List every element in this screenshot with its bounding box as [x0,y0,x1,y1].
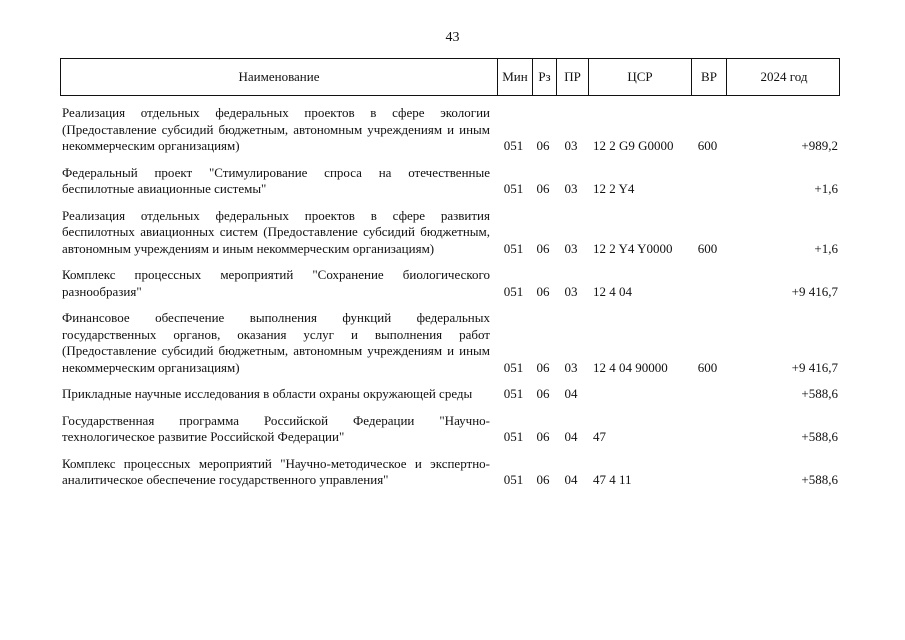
table-body [60,105,840,499]
header-year: 2024 год [726,59,841,95]
row-min: 051 [503,138,524,153]
row-amount: +588,6 [801,472,838,487]
row-csr: 12 2 G9 G0000 [593,138,674,153]
row-pr: 03 [564,138,578,153]
row-name: Финансовое обеспечение выполнения функций федеральных государственных органов, оказания услуг и выполнения работ (Предоставление субсидий бюджетным, автономным учреждениям и иным некоммерческим организациям) [62,310,490,375]
row-name: Реализация отдельных федеральных проектов в сфере экологии (Предоставление субсидий бюджетным, автономным учреждениям и иным некоммерческим организациям) [62,105,490,153]
row-min: 051 [503,181,524,196]
row-rz: 06 [536,386,550,401]
table-row [60,208,840,258]
row-pr: 03 [564,240,578,256]
row-amount: +1,6 [814,240,838,256]
row-rz: 06 [536,429,550,444]
row-name: Прикладные научные исследования в области охраны окружающей среды [62,386,473,401]
row-name: Комплекс процессных мероприятий "Сохранение биологического разнообразия" [62,267,490,299]
row-min: 051 [503,429,524,444]
row-min: 051 [503,359,524,375]
table-row [60,386,840,403]
row-name: Комплекс процессных мероприятий "Научно-методическое и экспертно-аналитическое обеспечение государственного управления" [62,455,490,487]
row-pr: 04 [564,472,578,487]
row-vr: 600 [697,240,718,256]
row-csr: 12 4 04 [593,283,632,299]
header-pr: ПР [556,59,588,95]
row-vr: 600 [697,138,718,153]
table-header [60,58,840,96]
row-name: Реализация отдельных федеральных проектов в сфере развития беспилотных авиационных систем (Предоставление субсидий бюджетным, автономным учреждениям и иным некоммерческим организациям) [62,207,490,256]
row-pr: 03 [564,181,578,196]
row-pr: 04 [564,429,578,444]
row-amount: +9 416,7 [791,283,838,299]
row-rz: 06 [536,472,550,487]
row-min: 051 [503,386,524,401]
row-csr: 47 [593,429,606,444]
table-row [60,105,840,155]
row-amount: +1,6 [814,181,838,196]
row-amount: +989,2 [801,138,838,153]
header-csr: ЦСР [588,59,691,95]
page-number: 43 [445,30,460,45]
table-row [60,165,840,198]
row-pr: 04 [564,386,578,401]
header-vr: ВР [691,59,726,95]
table-row [60,310,840,376]
row-amount: +588,6 [801,429,838,444]
row-csr: 12 2 Y4 Y0000 [593,240,673,256]
row-csr: 12 2 Y4 [593,181,635,196]
row-pr: 03 [564,359,578,375]
header-min: Мин [497,59,532,95]
row-vr: 600 [697,359,718,375]
row-rz: 06 [536,359,550,375]
row-rz: 06 [536,283,550,299]
row-min: 051 [503,472,524,487]
row-min: 051 [503,283,524,299]
row-csr: 12 4 04 90000 [593,359,668,375]
row-name: Федеральный проект "Стимулирование спроса на отечественные беспилотные авиационные системы" [62,164,490,196]
row-rz: 06 [536,181,550,196]
row-pr: 03 [564,283,578,299]
header-name: Наименование [238,69,320,84]
table-row [60,456,840,489]
row-csr: 47 4 11 [593,472,632,487]
table-row [60,413,840,446]
row-amount: +588,6 [801,386,838,401]
row-rz: 06 [536,138,550,153]
row-min: 051 [503,240,524,256]
row-amount: +9 416,7 [791,359,838,375]
row-name: Государственная программа Российской Федерации "Научно-технологическое развитие Российской Федерации" [62,412,490,444]
row-rz: 06 [536,240,550,256]
table-row [60,267,840,300]
header-rz: Рз [532,59,556,95]
